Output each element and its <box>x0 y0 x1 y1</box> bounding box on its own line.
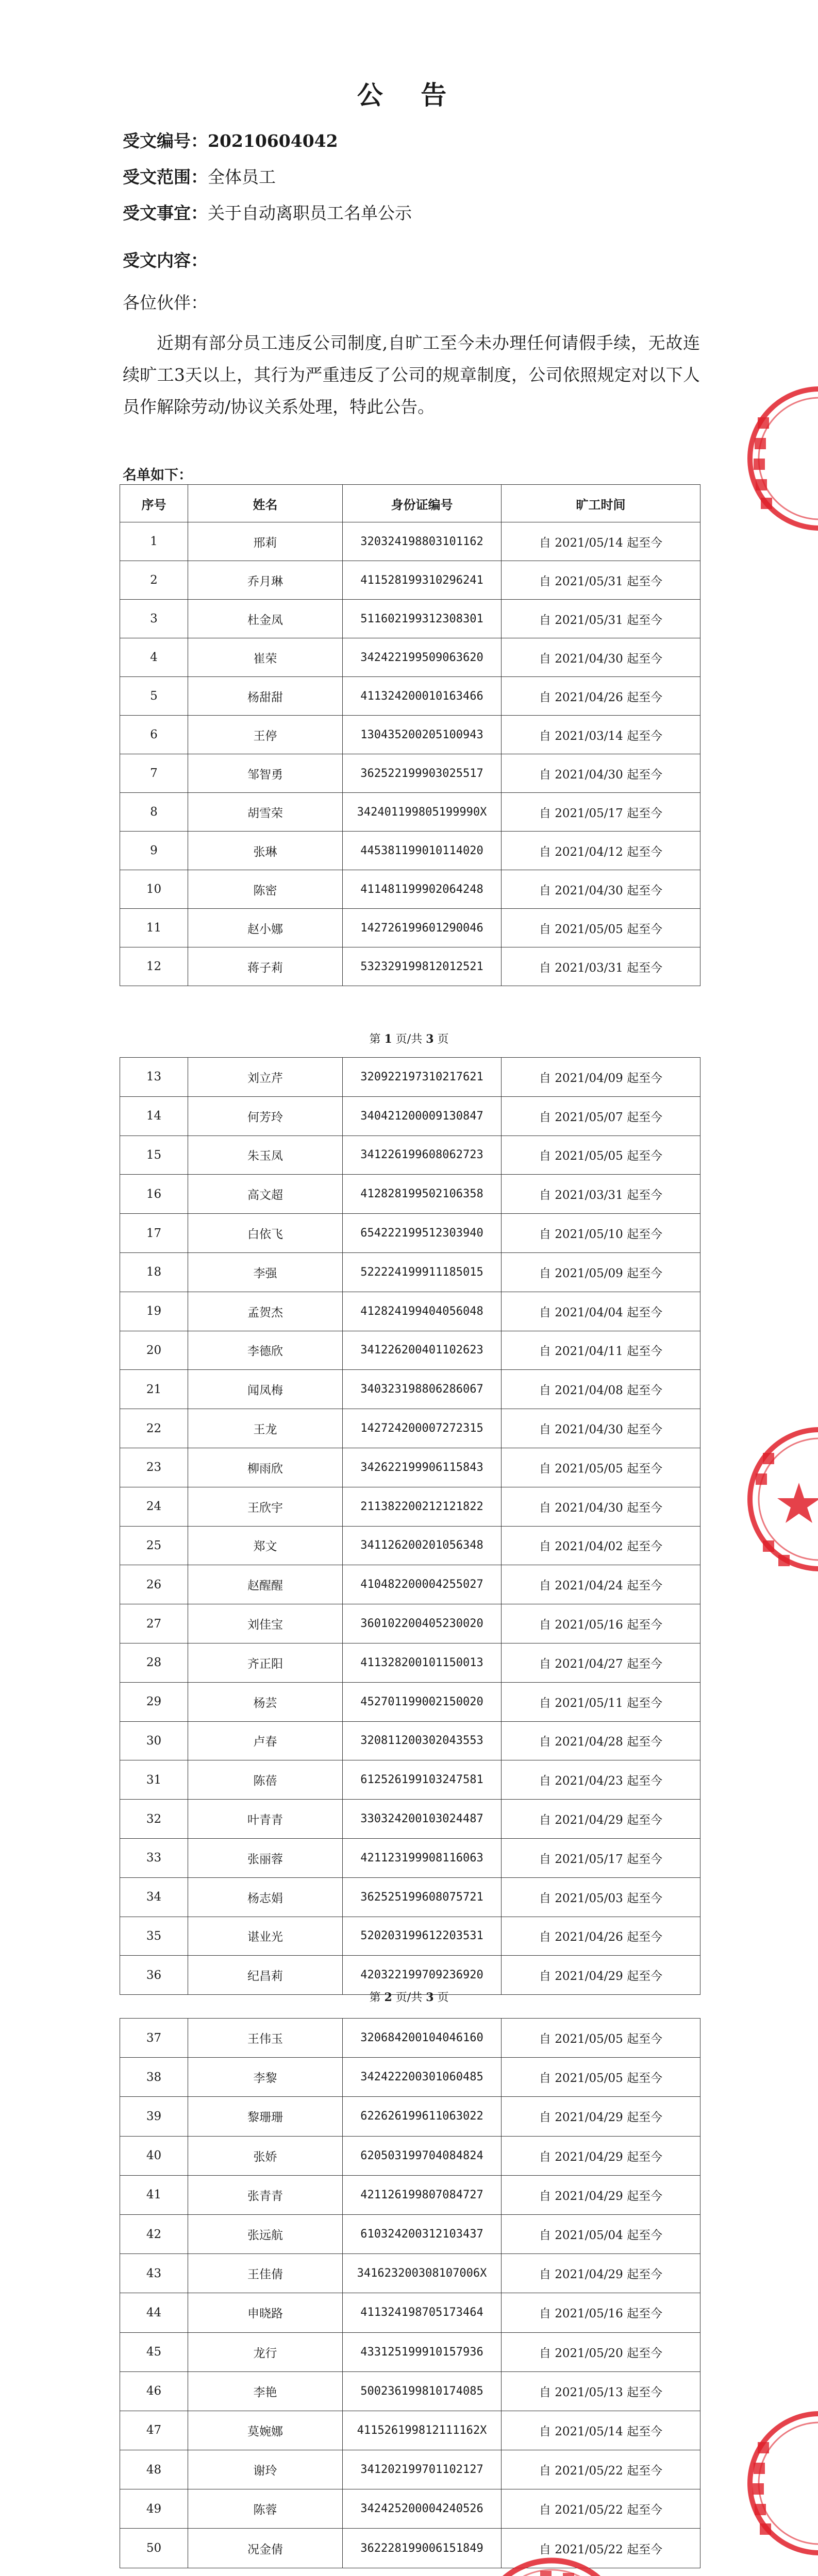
row-index: 38 <box>120 2058 188 2097</box>
absence-date: 自 2021/04/29 起至今 <box>502 1956 700 1995</box>
absence-date: 自 2021/05/05 起至今 <box>502 2019 700 2058</box>
company-seal-icon <box>742 2406 818 2561</box>
table-row <box>120 1565 700 1604</box>
table-row <box>120 2214 700 2253</box>
employee-name: 纪昌莉 <box>188 1956 343 1995</box>
footer-suffix: 页 <box>437 1033 449 1046</box>
table-row <box>120 522 700 561</box>
id-number: 320324198803101162 <box>343 522 502 561</box>
absence-date: 自 2021/05/07 起至今 <box>502 1096 700 1136</box>
table-row <box>120 1604 700 1643</box>
row-index: 8 <box>120 793 188 832</box>
employee-name: 莫婉娜 <box>188 2411 343 2450</box>
absence-date: 自 2021/04/29 起至今 <box>502 1800 700 1839</box>
absence-date: 自 2021/04/02 起至今 <box>502 1526 700 1565</box>
table-row <box>120 1370 700 1409</box>
table-row <box>120 909 700 947</box>
id-number: 142724200007272315 <box>343 1409 502 1448</box>
id-number: 320684200104046160 <box>343 2019 502 2058</box>
employee-table-page-3 <box>120 2018 700 2568</box>
table-row <box>120 2450 700 2489</box>
id-number: 362228199006151849 <box>343 2529 502 2568</box>
row-index: 12 <box>120 947 188 986</box>
row-index: 17 <box>120 1214 188 1253</box>
employee-name: 刘佳宝 <box>188 1604 343 1643</box>
id-number: 452701199002150020 <box>343 1682 502 1721</box>
row-index: 7 <box>120 754 188 793</box>
absence-date: 自 2021/05/03 起至今 <box>502 1877 700 1917</box>
table-row <box>120 1877 700 1917</box>
absence-date: 自 2021/05/10 起至今 <box>502 1214 700 1253</box>
absence-date: 自 2021/03/14 起至今 <box>502 716 700 754</box>
id-number: 421123199908116063 <box>343 1838 502 1877</box>
row-index: 26 <box>120 1565 188 1604</box>
row-index: 20 <box>120 1331 188 1370</box>
document-number-label: 受文编号： <box>123 131 208 151</box>
table-row <box>120 1721 700 1760</box>
employee-name: 张娇 <box>188 2136 343 2175</box>
employee-name: 谢玲 <box>188 2450 343 2489</box>
employee-name: 杨志娟 <box>188 1877 343 1917</box>
row-index: 45 <box>120 2332 188 2371</box>
row-index: 21 <box>120 1370 188 1409</box>
row-index: 33 <box>120 1838 188 1877</box>
table-row <box>120 832 700 870</box>
absence-date: 自 2021/05/14 起至今 <box>502 2411 700 2450</box>
company-seal-icon <box>742 1422 818 1577</box>
absence-date: 自 2021/05/04 起至今 <box>502 2214 700 2253</box>
id-number: 500236199810174085 <box>343 2371 502 2411</box>
id-number: 522224199911185015 <box>343 1252 502 1292</box>
employee-name: 乔月琳 <box>188 561 343 600</box>
table-row <box>120 2019 700 2058</box>
absence-date: 自 2021/05/22 起至今 <box>502 2450 700 2489</box>
employee-table-page-2 <box>120 1057 700 1995</box>
employee-name: 张远航 <box>188 2214 343 2253</box>
id-number: 341226199608062723 <box>343 1136 502 1175</box>
row-index: 30 <box>120 1721 188 1760</box>
employee-name: 崔荣 <box>188 638 343 677</box>
scope-line <box>123 164 276 188</box>
absence-date: 自 2021/04/29 起至今 <box>502 2175 700 2214</box>
row-index: 25 <box>120 1526 188 1565</box>
employee-name: 陈蓓 <box>188 1760 343 1800</box>
absence-date: 自 2021/05/17 起至今 <box>502 1838 700 1877</box>
table-row <box>120 1331 700 1370</box>
id-number: 341202199701102127 <box>343 2450 502 2489</box>
table-row <box>120 2371 700 2411</box>
absence-date: 自 2021/04/23 起至今 <box>502 1760 700 1800</box>
id-number: 420322199709236920 <box>343 1956 502 1995</box>
employee-name: 龙行 <box>188 2332 343 2371</box>
footer-page-number: 2 <box>384 1991 392 2004</box>
employee-name: 李艳 <box>188 2371 343 2411</box>
absence-date: 自 2021/04/04 起至今 <box>502 1292 700 1331</box>
employee-name: 李德欣 <box>188 1331 343 1370</box>
body-paragraph: 近期有部分员工违反公司制度,自旷工至今未办理任何请假手续，无故连续旷工3天以上，其行为严重违反了公司的规章制度，公司依照规定对以下人员作解除劳动/协议关系处理，特此公告。 <box>123 333 700 417</box>
table-row <box>120 2411 700 2450</box>
id-number: 421126199807084727 <box>343 2175 502 2214</box>
table-row <box>120 2293 700 2332</box>
table-row <box>120 1838 700 1877</box>
employee-name: 孟贺杰 <box>188 1292 343 1331</box>
header-index: 序号 <box>120 485 188 522</box>
employee-name: 齐正阳 <box>188 1643 343 1682</box>
employee-name: 胡雪荣 <box>188 793 343 832</box>
employee-name: 赵醒醒 <box>188 1565 343 1604</box>
employee-name: 杜金凤 <box>188 600 343 638</box>
scope-label: 受文范围： <box>123 167 208 187</box>
id-number: 342422200301060485 <box>343 2058 502 2097</box>
table-row <box>120 2175 700 2214</box>
row-index: 32 <box>120 1800 188 1839</box>
absence-date: 自 2021/05/17 起至今 <box>502 793 700 832</box>
absence-date: 自 2021/05/05 起至今 <box>502 1136 700 1175</box>
subject-line <box>123 200 412 224</box>
id-number: 320811200302043553 <box>343 1721 502 1760</box>
absence-date: 自 2021/04/26 起至今 <box>502 1917 700 1956</box>
employee-name: 王佳倩 <box>188 2254 343 2293</box>
employee-name: 邢莉 <box>188 522 343 561</box>
table-header-row <box>120 485 700 522</box>
employee-name: 李强 <box>188 1252 343 1292</box>
table-row <box>120 1643 700 1682</box>
absence-date: 自 2021/05/05 起至今 <box>502 1448 700 1487</box>
table-row <box>120 1136 700 1175</box>
employee-name: 叶青青 <box>188 1800 343 1839</box>
row-index: 46 <box>120 2371 188 2411</box>
id-number: 410482200004255027 <box>343 1565 502 1604</box>
footer-prefix: 第 <box>369 1991 381 2004</box>
employee-name: 柳雨欣 <box>188 1448 343 1487</box>
absence-date: 自 2021/04/27 起至今 <box>502 1643 700 1682</box>
footer-suffix: 页 <box>437 1991 449 2004</box>
table-row <box>120 1917 700 1956</box>
absence-date: 自 2021/04/24 起至今 <box>502 1565 700 1604</box>
content-line <box>123 247 208 272</box>
employee-name: 况金倩 <box>188 2529 343 2568</box>
row-index: 6 <box>120 716 188 754</box>
table-row <box>120 2332 700 2371</box>
id-number: 211382200212121822 <box>343 1487 502 1526</box>
page-footer <box>0 1030 818 1046</box>
employee-name: 邹智勇 <box>188 754 343 793</box>
row-index: 28 <box>120 1643 188 1682</box>
row-index: 50 <box>120 2529 188 2568</box>
table-row <box>120 1096 700 1136</box>
employee-name: 陈蓉 <box>188 2489 343 2529</box>
employee-name: 蒋子莉 <box>188 947 343 986</box>
id-number: 130435200205100943 <box>343 716 502 754</box>
employee-name: 卢春 <box>188 1721 343 1760</box>
table-row <box>120 638 700 677</box>
id-number: 341226200401102623 <box>343 1331 502 1370</box>
row-index: 41 <box>120 2175 188 2214</box>
id-number: 610324200312103437 <box>343 2214 502 2253</box>
employee-name: 白依飞 <box>188 1214 343 1253</box>
id-number: 342425200004240526 <box>343 2489 502 2529</box>
absence-date: 自 2021/04/30 起至今 <box>502 1487 700 1526</box>
row-index: 36 <box>120 1956 188 1995</box>
id-number: 511602199312308301 <box>343 600 502 638</box>
employee-name: 朱玉凤 <box>188 1136 343 1175</box>
table-row <box>120 2489 700 2529</box>
table-row <box>120 870 700 909</box>
footer-mid: 页/共 <box>395 1033 423 1046</box>
id-number: 360102200405230020 <box>343 1604 502 1643</box>
absence-date: 自 2021/03/31 起至今 <box>502 947 700 986</box>
absence-date: 自 2021/05/11 起至今 <box>502 1682 700 1721</box>
row-index: 35 <box>120 1917 188 1956</box>
absence-date: 自 2021/05/14 起至今 <box>502 522 700 561</box>
row-index: 16 <box>120 1175 188 1214</box>
id-number: 411526199812111162X <box>343 2411 502 2450</box>
row-index: 48 <box>120 2450 188 2489</box>
row-index: 29 <box>120 1682 188 1721</box>
employee-name: 李黎 <box>188 2058 343 2097</box>
table-row <box>120 1175 700 1214</box>
id-number: 362525199608075721 <box>343 1877 502 1917</box>
absence-date: 自 2021/04/12 起至今 <box>502 832 700 870</box>
absence-date: 自 2021/05/13 起至今 <box>502 2371 700 2411</box>
row-index: 39 <box>120 2097 188 2136</box>
row-index: 24 <box>120 1487 188 1526</box>
id-number: 342401199805199990X <box>343 793 502 832</box>
table-row <box>120 1760 700 1800</box>
row-index: 22 <box>120 1409 188 1448</box>
table-row <box>120 2097 700 2136</box>
row-index: 23 <box>120 1448 188 1487</box>
row-index: 14 <box>120 1096 188 1136</box>
absence-date: 自 2021/04/29 起至今 <box>502 2254 700 2293</box>
id-number: 433125199910157936 <box>343 2332 502 2371</box>
table-row <box>120 2254 700 2293</box>
id-number: 411481199902064248 <box>343 870 502 909</box>
absence-date: 自 2021/05/31 起至今 <box>502 561 700 600</box>
footer-page-total: 3 <box>426 1032 434 1046</box>
employee-name: 张丽蓉 <box>188 1838 343 1877</box>
row-index: 9 <box>120 832 188 870</box>
table-row <box>120 1252 700 1292</box>
employee-name: 王伟玉 <box>188 2019 343 2058</box>
id-number: 411528199310296241 <box>343 561 502 600</box>
id-number: 411324200010163466 <box>343 677 502 716</box>
absence-date: 自 2021/05/20 起至今 <box>502 2332 700 2371</box>
scope-value: 全体员工 <box>208 167 276 187</box>
absence-date: 自 2021/05/09 起至今 <box>502 1252 700 1292</box>
table-row <box>120 1409 700 1448</box>
row-index: 13 <box>120 1058 188 1097</box>
id-number: 340323198806286067 <box>343 1370 502 1409</box>
employee-name: 何芳玲 <box>188 1096 343 1136</box>
row-index: 27 <box>120 1604 188 1643</box>
row-index: 19 <box>120 1292 188 1331</box>
subject-label: 受文事宜： <box>123 203 208 223</box>
header-absence-date: 旷工时间 <box>502 485 700 522</box>
absence-date: 自 2021/03/31 起至今 <box>502 1175 700 1214</box>
table-row <box>120 1487 700 1526</box>
absence-date: 自 2021/04/11 起至今 <box>502 1331 700 1370</box>
table-row <box>120 2136 700 2175</box>
absence-date: 自 2021/05/16 起至今 <box>502 1604 700 1643</box>
row-index: 34 <box>120 1877 188 1917</box>
table-row <box>120 716 700 754</box>
row-index: 5 <box>120 677 188 716</box>
absence-date: 自 2021/05/22 起至今 <box>502 2489 700 2529</box>
employee-name: 郑文 <box>188 1526 343 1565</box>
table-row <box>120 600 700 638</box>
id-number: 142726199601290046 <box>343 909 502 947</box>
row-index: 42 <box>120 2214 188 2253</box>
employee-name: 王欣宇 <box>188 1487 343 1526</box>
id-number: 411328200101150013 <box>343 1643 502 1682</box>
footer-mid: 页/共 <box>395 1991 423 2004</box>
employee-name: 黎珊珊 <box>188 2097 343 2136</box>
row-index: 15 <box>120 1136 188 1175</box>
absence-date: 自 2021/04/29 起至今 <box>502 2097 700 2136</box>
absence-date: 自 2021/04/26 起至今 <box>502 677 700 716</box>
employee-name: 高文超 <box>188 1175 343 1214</box>
absence-date: 自 2021/04/28 起至今 <box>502 1721 700 1760</box>
table-row <box>120 677 700 716</box>
document-number-line <box>123 128 338 152</box>
employee-table-page-1 <box>120 484 700 986</box>
document-number-value: 20210604042 <box>208 131 338 151</box>
id-number: 520203199612203531 <box>343 1917 502 1956</box>
page-title: 公 告 <box>357 80 461 110</box>
id-number: 620503199704084824 <box>343 2136 502 2175</box>
id-number: 412828199502106358 <box>343 1175 502 1214</box>
id-number: 362522199903025517 <box>343 754 502 793</box>
row-index: 10 <box>120 870 188 909</box>
header-name: 姓名 <box>188 485 343 522</box>
absence-date: 自 2021/05/22 起至今 <box>502 2529 700 2568</box>
table-row <box>120 1214 700 1253</box>
absence-date: 自 2021/05/05 起至今 <box>502 2058 700 2097</box>
employee-name: 谌业光 <box>188 1917 343 1956</box>
employee-name: 王停 <box>188 716 343 754</box>
absence-date: 自 2021/05/31 起至今 <box>502 600 700 638</box>
absence-date: 自 2021/04/29 起至今 <box>502 2136 700 2175</box>
absence-date: 自 2021/05/05 起至今 <box>502 909 700 947</box>
table-row <box>120 1058 700 1097</box>
table-row <box>120 793 700 832</box>
row-index: 11 <box>120 909 188 947</box>
absence-date: 自 2021/04/30 起至今 <box>502 870 700 909</box>
employee-name: 闻凤梅 <box>188 1370 343 1409</box>
employee-name: 杨甜甜 <box>188 677 343 716</box>
row-index: 44 <box>120 2293 188 2332</box>
header-id-number: 身份证编号 <box>343 485 502 522</box>
id-number: 320922197310217621 <box>343 1058 502 1097</box>
id-number: 341126200201056348 <box>343 1526 502 1565</box>
absence-date: 自 2021/04/08 起至今 <box>502 1370 700 1409</box>
content-label: 受文内容： <box>123 250 208 270</box>
list-heading: 名单如下： <box>123 467 192 483</box>
employee-name: 杨芸 <box>188 1682 343 1721</box>
id-number: 330324200103024487 <box>343 1800 502 1839</box>
employee-name: 张青青 <box>188 2175 343 2214</box>
row-index: 40 <box>120 2136 188 2175</box>
id-number: 342422199509063620 <box>343 638 502 677</box>
footer-prefix: 第 <box>369 1033 381 1046</box>
footer-page-total: 3 <box>426 1991 434 2004</box>
id-number: 412824199404056048 <box>343 1292 502 1331</box>
row-index: 2 <box>120 561 188 600</box>
id-number: 341623200308107006X <box>343 2254 502 2293</box>
table-row <box>120 561 700 600</box>
absence-date: 自 2021/04/30 起至今 <box>502 638 700 677</box>
absence-date: 自 2021/04/30 起至今 <box>502 754 700 793</box>
id-number: 411324198705173464 <box>343 2293 502 2332</box>
employee-name: 刘立芹 <box>188 1058 343 1097</box>
id-number: 532329199812012521 <box>343 947 502 986</box>
employee-name: 陈密 <box>188 870 343 909</box>
id-number: 445381199010114020 <box>343 832 502 870</box>
table-row <box>120 754 700 793</box>
row-index: 37 <box>120 2019 188 2058</box>
employee-name: 赵小娜 <box>188 909 343 947</box>
row-index: 43 <box>120 2254 188 2293</box>
table-row <box>120 1448 700 1487</box>
id-number: 654222199512303940 <box>343 1214 502 1253</box>
table-row <box>120 1292 700 1331</box>
id-number: 340421200009130847 <box>343 1096 502 1136</box>
row-index: 18 <box>120 1252 188 1292</box>
page-footer <box>0 1989 818 2005</box>
row-index: 31 <box>120 1760 188 1800</box>
table-row <box>120 1800 700 1839</box>
table-row <box>120 1682 700 1721</box>
employee-name: 王龙 <box>188 1409 343 1448</box>
employee-name: 张琳 <box>188 832 343 870</box>
table-row <box>120 1526 700 1565</box>
id-number: 342622199906115843 <box>343 1448 502 1487</box>
row-index: 4 <box>120 638 188 677</box>
subject-value: 关于自动离职员工名单公示 <box>208 203 412 223</box>
row-index: 47 <box>120 2411 188 2450</box>
id-number: 622626199611063022 <box>343 2097 502 2136</box>
absence-date: 自 2021/04/30 起至今 <box>502 1409 700 1448</box>
company-seal-icon <box>742 381 818 536</box>
footer-page-number: 1 <box>384 1032 392 1046</box>
row-index: 49 <box>120 2489 188 2529</box>
id-number: 612526199103247581 <box>343 1760 502 1800</box>
row-index: 3 <box>120 600 188 638</box>
greeting: 各位伙伴： <box>123 293 208 313</box>
absence-date: 自 2021/05/16 起至今 <box>502 2293 700 2332</box>
table-row <box>120 947 700 986</box>
absence-date: 自 2021/04/09 起至今 <box>502 1058 700 1097</box>
table-row <box>120 2058 700 2097</box>
company-seal-icon <box>474 2555 629 2576</box>
row-index: 1 <box>120 522 188 561</box>
employee-name: 申晓路 <box>188 2293 343 2332</box>
